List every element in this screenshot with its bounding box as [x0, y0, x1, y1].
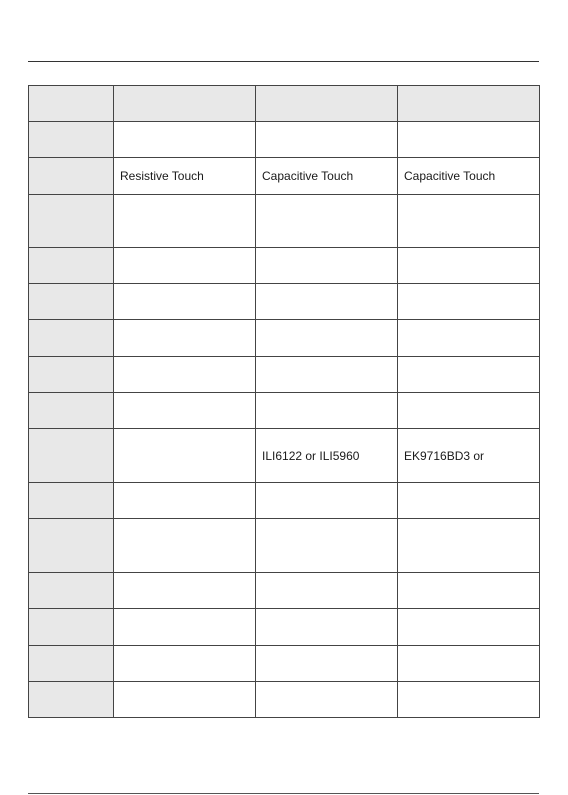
table-cell: [114, 284, 256, 320]
table-cell: [256, 646, 398, 682]
table-row: [29, 646, 540, 682]
row-label-cell: [29, 483, 114, 519]
row-label-cell: [29, 248, 114, 284]
table-cell: [114, 357, 256, 393]
table-header-row: [29, 86, 540, 122]
table-cell: [114, 609, 256, 646]
table-cell: [398, 519, 540, 573]
row-label-cell: [29, 646, 114, 682]
row-label-cell: [29, 682, 114, 718]
table-row: [29, 357, 540, 393]
table-cell: [114, 393, 256, 429]
table-cell: [114, 646, 256, 682]
table-row: [29, 429, 540, 483]
table-cell: [398, 122, 540, 158]
table-row: [29, 573, 540, 609]
row-label-cell: [29, 284, 114, 320]
header-cell-model-3: [398, 86, 540, 122]
table-cell: [114, 682, 256, 718]
footer-rule: [28, 793, 539, 794]
touch-type-cell: Capacitive Touch: [398, 158, 540, 195]
table-row: [29, 393, 540, 429]
table-row: [29, 248, 540, 284]
table-row: [29, 682, 540, 718]
table-cell: [256, 284, 398, 320]
table-cell: [256, 609, 398, 646]
table-cell: [114, 573, 256, 609]
touch-type-cell: Resistive Touch: [114, 158, 256, 195]
row-label-cell: [29, 195, 114, 248]
table-cell: [256, 573, 398, 609]
table-body: [29, 122, 540, 718]
table-cell: [114, 519, 256, 573]
table-cell: [114, 429, 256, 483]
table-cell: [114, 320, 256, 357]
table-row: [29, 195, 540, 248]
table-row: [29, 609, 540, 646]
table-cell: [398, 646, 540, 682]
table-cell: [398, 609, 540, 646]
table-row: [29, 122, 540, 158]
row-label-cell: [29, 573, 114, 609]
table-cell: [114, 122, 256, 158]
table-row: [29, 158, 540, 195]
header-cell-model-1: [114, 86, 256, 122]
table-row: [29, 284, 540, 320]
table-cell: [256, 122, 398, 158]
row-label-cell: [29, 320, 114, 357]
row-label-cell: [29, 519, 114, 573]
row-label-cell: [29, 357, 114, 393]
table-cell: [256, 519, 398, 573]
table-cell: [398, 393, 540, 429]
table-cell: [398, 248, 540, 284]
touch-type-cell: Capacitive Touch: [256, 158, 398, 195]
table-cell: [114, 195, 256, 248]
row-label-cell: [29, 393, 114, 429]
row-label-cell: [29, 609, 114, 646]
table-header: [29, 86, 540, 122]
table-cell: [256, 393, 398, 429]
table-cell: [256, 682, 398, 718]
table-row: [29, 320, 540, 357]
table-row: [29, 483, 540, 519]
table-row: [29, 519, 540, 573]
table-cell: [398, 573, 540, 609]
table-cell: [256, 357, 398, 393]
table-cell: [256, 320, 398, 357]
row-label-cell: [29, 429, 114, 483]
table-cell: [398, 320, 540, 357]
controller-ic-cell: EK9716BD3 or: [398, 429, 540, 483]
table-cell: [256, 483, 398, 519]
specification-table: [28, 85, 540, 718]
header-rule: [28, 61, 539, 62]
table-cell: [398, 483, 540, 519]
table-cell: [398, 195, 540, 248]
table-cell: [114, 483, 256, 519]
table-cell: [114, 248, 256, 284]
controller-ic-cell: ILI6122 or ILI5960: [256, 429, 398, 483]
row-label-cell: [29, 122, 114, 158]
header-cell-model-2: [256, 86, 398, 122]
table-cell: [256, 248, 398, 284]
table-cell: [398, 357, 540, 393]
table-cell: [256, 195, 398, 248]
table-cell: [398, 284, 540, 320]
row-label-cell: [29, 158, 114, 195]
header-cell-parameter: [29, 86, 114, 122]
table-cell: [398, 682, 540, 718]
